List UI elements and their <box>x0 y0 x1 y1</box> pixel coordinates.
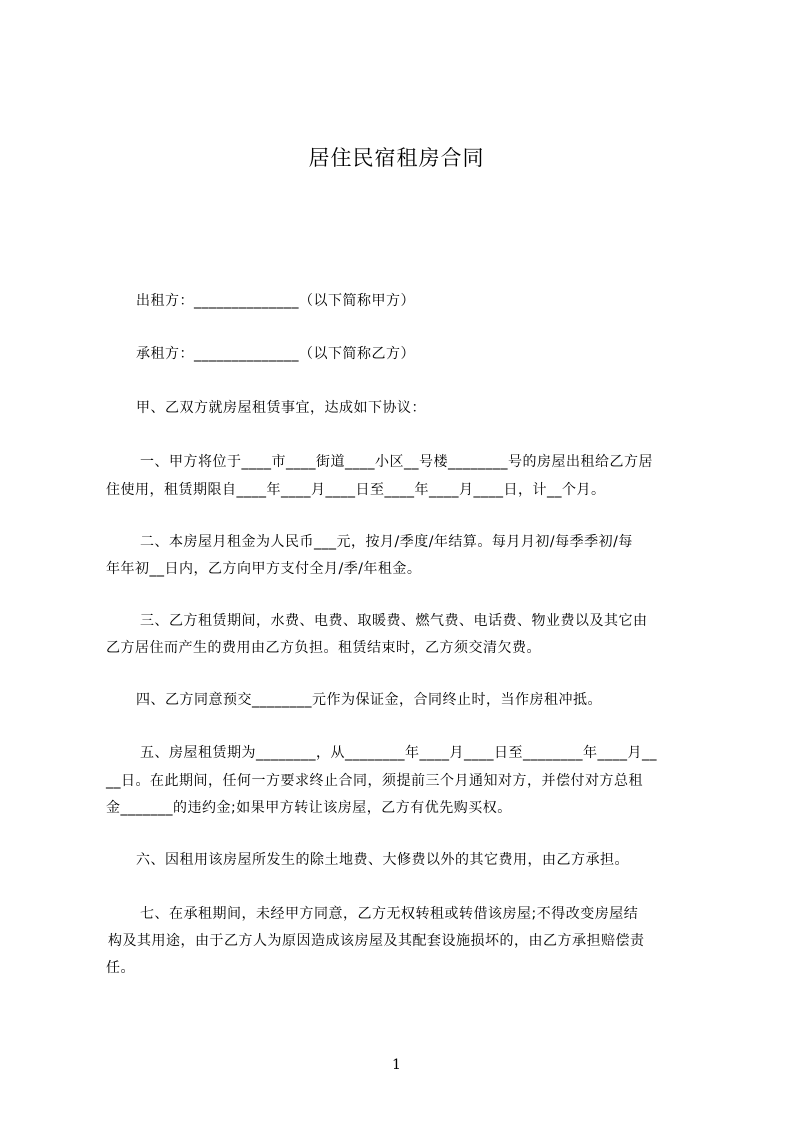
party-b-line: 承租方：______________（以下简称乙方） <box>136 346 415 362</box>
clause-5-line-1: 五、房屋租赁期为________，从________年____月____日至________年____月__ <box>140 745 657 761</box>
clause-1-line-1: 一、甲方将位于____市____街道____小区__号楼________号的房屋出租给乙方居 <box>140 454 653 470</box>
clause-7-line-3: 任。 <box>106 960 135 976</box>
document-title: 居住民宿租房合同 <box>308 146 485 170</box>
clause-2-line-1: 二、本房屋月租金为人民币___元，按月/季度/年结算。每月月初/每季季初/每 <box>140 534 633 550</box>
clause-5-line-2: __日。在此期间，任何一方要求终止合同，须提前三个月通知对方，并偿付对方总租 <box>106 773 643 789</box>
clause-3-line-1: 三、乙方租赁期间，水费、电费、取暖费、燃气费、电话费、物业费以及其它由 <box>140 613 648 629</box>
clause-4-line-1: 四、乙方同意预交________元作为保证金，合同终止时，当作房租冲抵。 <box>136 692 602 708</box>
page-number: 1 <box>392 1057 401 1073</box>
clause-2-line-2: 年年初__日内，乙方向甲方支付全月/季/年租金。 <box>106 561 422 577</box>
clause-3-line-2: 乙方居住而产生的费用由乙方负担。租赁结束时，乙方须交清欠费。 <box>106 640 541 656</box>
clause-6-line-1: 六、因租用该房屋所发生的除土地费、大修费以外的其它费用，由乙方承担。 <box>136 852 629 868</box>
clause-1-line-2: 住使用，租赁期限自____年____月____日至____年____月____日，计__个月。 <box>106 482 606 498</box>
clause-7-line-1: 七、在承租期间，未经甲方同意，乙方无权转租或转借该房屋;不得改变房屋结 <box>140 906 639 922</box>
clause-7-line-2: 构及其用途，由于乙方人为原因造成该房屋及其配套设施损坏的，由乙方承担赔偿责 <box>108 933 645 949</box>
party-a-line: 出租方：______________（以下简称甲方） <box>136 293 415 309</box>
clause-5-line-3: 金_______的违约金;如果甲方转让该房屋，乙方有优先购买权。 <box>106 800 512 816</box>
intro-text: 甲、乙双方就房屋租赁事宜，达成如下协议： <box>136 400 426 416</box>
